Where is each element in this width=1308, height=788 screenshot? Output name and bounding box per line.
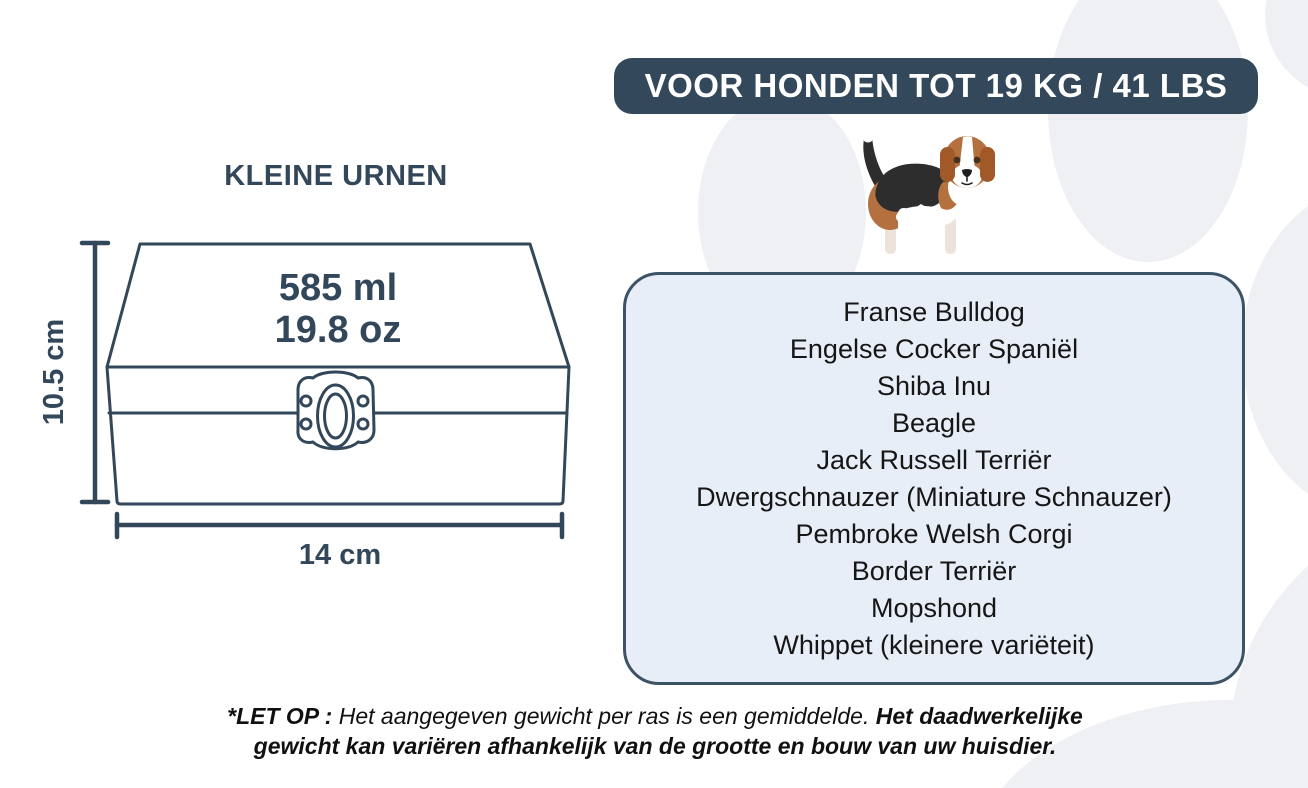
footnote-bold-text: gewicht kan variëren afhankelijk van de grootte en bouw van uw huisdier. [253, 733, 1057, 759]
breed-item: Mopshond [870, 592, 998, 623]
latch-screw-icon [301, 419, 311, 429]
breed-list-panel [623, 272, 1245, 685]
latch-screw-icon [301, 396, 311, 406]
paw-toe-icon [1265, 0, 1308, 100]
urn-volume-ml: 585 ml [278, 267, 398, 309]
breed-item: Dwergschnauzer (Miniature Schnauzer) [696, 481, 1172, 512]
urn-height-label: 10.5 cm [38, 318, 70, 426]
footnote-normal-text: Het aangegeven gewicht per ras is een gemiddelde. [338, 703, 870, 729]
breed-item: Whippet (kleinere variëteit) [773, 629, 1095, 660]
height-dimension-line [82, 243, 108, 502]
breed-item: Engelse Cocker Spaniël [789, 333, 1079, 364]
dog-eye [974, 157, 981, 164]
paw-toe-icon [1242, 185, 1308, 515]
dog-tail-tip [863, 132, 874, 143]
weight-capacity-banner [614, 58, 1258, 114]
breed-item: Franse Bulldog [843, 296, 1025, 327]
footnote-prefix: *LET OP : [227, 703, 333, 729]
breed-item: Beagle [891, 407, 977, 438]
paw-toe-icon [1048, 0, 1248, 262]
urn-volume-oz: 19.8 oz [274, 309, 402, 351]
urn-width-label: 14 cm [298, 539, 382, 570]
beagle-icon [845, 124, 1010, 264]
width-dimension-line [117, 514, 562, 537]
footnote [120, 701, 1190, 761]
dog-ear-icon [980, 147, 995, 182]
dog-eye [954, 157, 961, 164]
dog-leg [898, 208, 910, 255]
breed-item: Pembroke Welsh Corgi [795, 518, 1073, 549]
latch-screw-icon [358, 396, 368, 406]
breed-item: Shiba Inu [876, 370, 992, 401]
weight-capacity-label: VOOR HONDEN TOT 19 KG / 41 LBS [644, 67, 1228, 104]
dog-leg [957, 204, 969, 255]
urn-dimension-diagram [30, 230, 580, 570]
latch-screw-icon [358, 419, 368, 429]
breed-item: Border Terriër [851, 555, 1017, 586]
footnote-bold-text: Het daadwerkelijke [875, 703, 1083, 729]
breed-item: Jack Russell Terriër [816, 444, 1052, 475]
dog-ear-icon [940, 147, 955, 182]
section-title: KLEINE URNEN [224, 160, 448, 192]
